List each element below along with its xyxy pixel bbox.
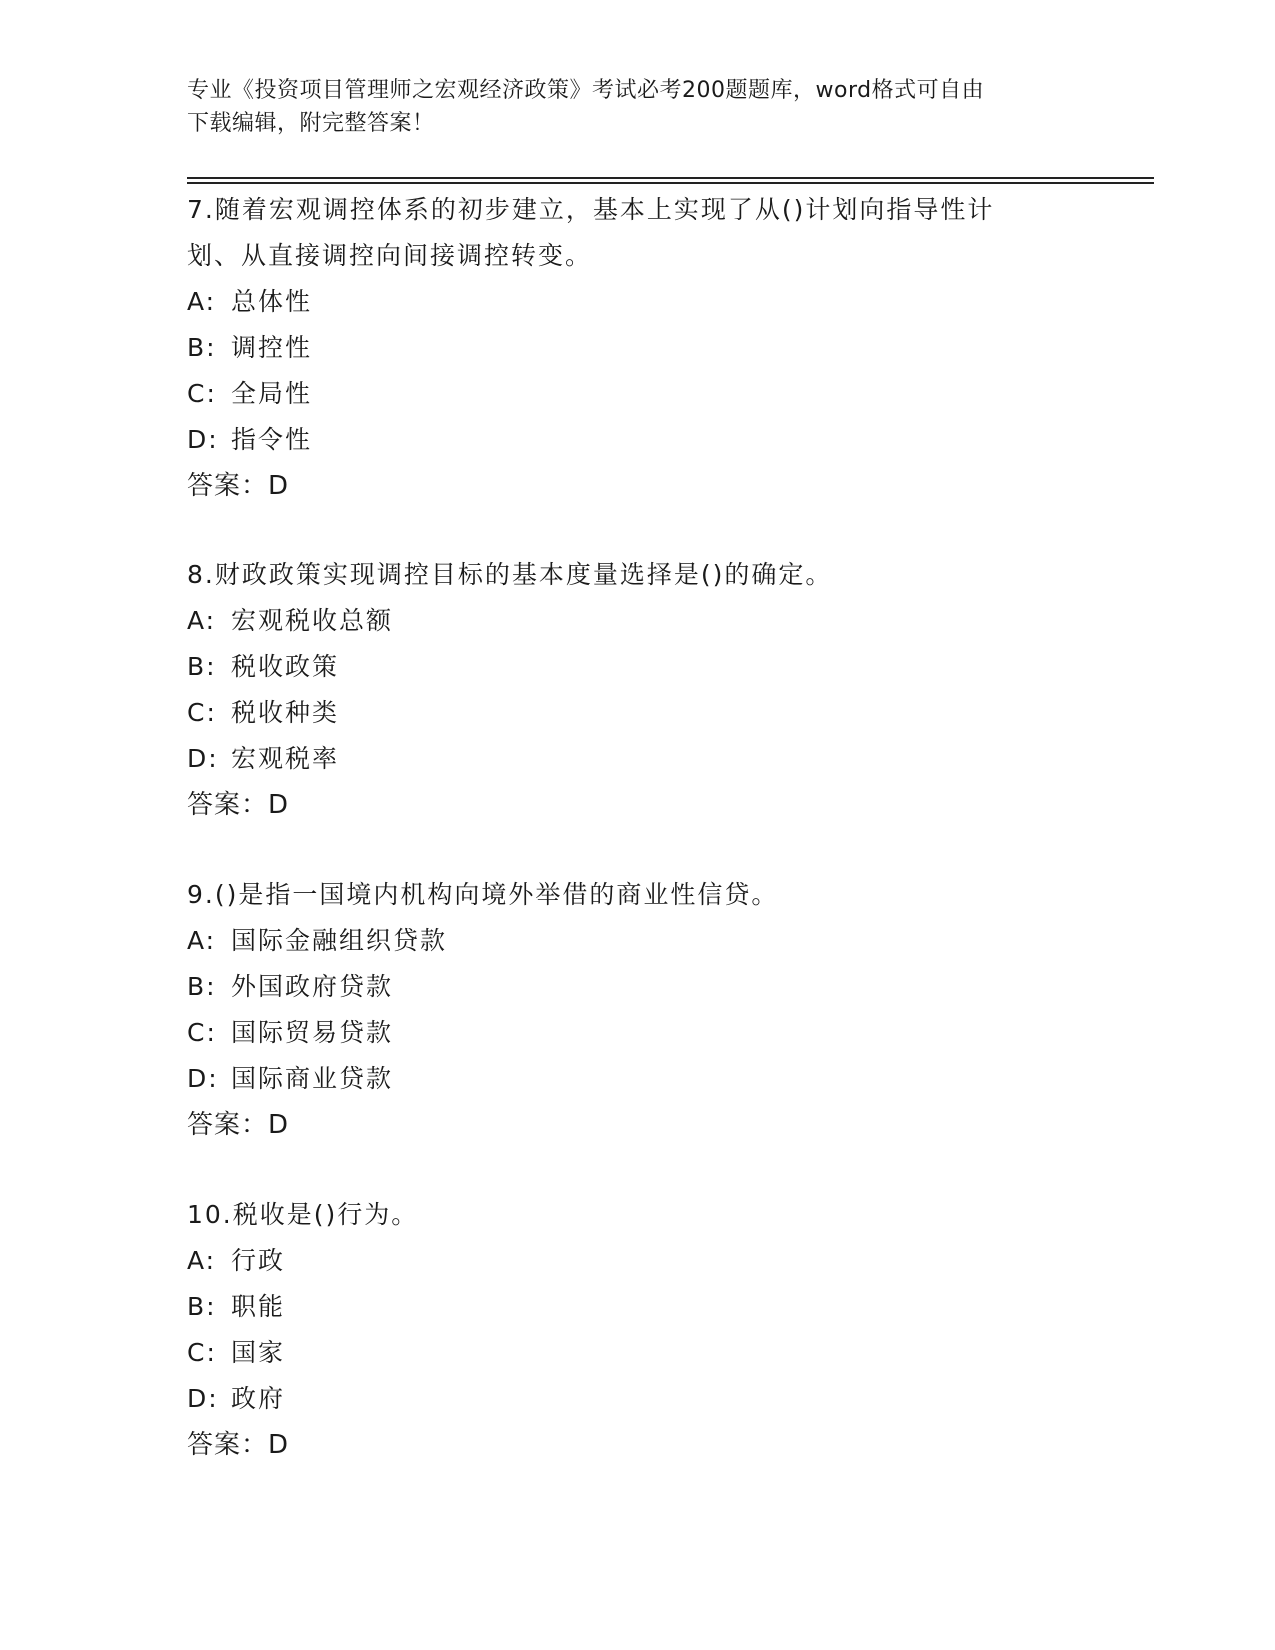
option-d bbox=[187, 417, 1087, 463]
question-8 bbox=[187, 552, 1087, 828]
question-stem bbox=[187, 552, 1057, 598]
question-stem bbox=[187, 187, 1057, 279]
option-text: 总体性 bbox=[231, 287, 313, 316]
option-d bbox=[187, 736, 1087, 782]
option-b bbox=[187, 1284, 1087, 1330]
option-c bbox=[187, 690, 1087, 736]
header-divider-bottom bbox=[187, 182, 1154, 184]
option-text: 指令性 bbox=[231, 425, 313, 454]
question-stem bbox=[187, 1192, 1057, 1238]
option-letter: B: bbox=[187, 652, 217, 681]
option-c bbox=[187, 371, 1087, 417]
answer-line: 答案：D bbox=[187, 471, 290, 501]
option-text: 职能 bbox=[231, 1292, 286, 1321]
question-stem-line: 划、从直接调控向间接调控转变。 bbox=[187, 241, 593, 270]
question-stem-line: 9.()是指一国境内机构向境外举借的商业性信贷。 bbox=[187, 880, 779, 909]
option-letter: D: bbox=[187, 1064, 219, 1093]
option-letter: B: bbox=[187, 333, 217, 362]
option-letter: C: bbox=[187, 1338, 217, 1367]
option-a bbox=[187, 918, 1087, 964]
header-divider-top bbox=[187, 177, 1154, 179]
option-a bbox=[187, 598, 1087, 644]
option-letter: C: bbox=[187, 1018, 217, 1047]
option-letter: D: bbox=[187, 744, 219, 773]
option-text: 调控性 bbox=[231, 333, 313, 362]
header-line-2: 下载编辑，附完整答案！ bbox=[187, 111, 435, 136]
option-text: 行政 bbox=[231, 1246, 286, 1275]
option-b bbox=[187, 325, 1087, 371]
option-text: 国家 bbox=[231, 1338, 286, 1367]
option-letter: C: bbox=[187, 698, 217, 727]
question-stem-line: 10.税收是()行为。 bbox=[187, 1200, 419, 1229]
question-stem-line: 7.随着宏观调控体系的初步建立，基本上实现了从()计划向指导性计 bbox=[187, 195, 995, 224]
option-b bbox=[187, 644, 1087, 690]
option-letter: A: bbox=[187, 926, 217, 955]
answer-line: 答案：D bbox=[187, 1110, 290, 1140]
option-text: 全局性 bbox=[231, 379, 313, 408]
option-text: 国际贸易贷款 bbox=[231, 1018, 394, 1047]
option-letter: A: bbox=[187, 287, 217, 316]
option-b bbox=[187, 964, 1087, 1010]
option-text: 国际商业贷款 bbox=[231, 1064, 394, 1093]
option-text: 国际金融组织贷款 bbox=[231, 926, 448, 955]
option-text: 外国政府贷款 bbox=[231, 972, 394, 1001]
question-stem bbox=[187, 872, 1057, 918]
answer-line: 答案：D bbox=[187, 790, 290, 820]
option-letter: D: bbox=[187, 425, 219, 454]
option-c bbox=[187, 1330, 1087, 1376]
header-line-1: 专业《投资项目管理师之宏观经济政策》考试必考200题题库，word格式可自由 bbox=[187, 78, 985, 103]
option-text: 税收政策 bbox=[231, 652, 340, 681]
option-a bbox=[187, 1238, 1087, 1284]
option-d bbox=[187, 1056, 1087, 1102]
option-text: 宏观税收总额 bbox=[231, 606, 394, 635]
option-text: 政府 bbox=[231, 1384, 286, 1413]
option-letter: A: bbox=[187, 606, 217, 635]
answer-line: 答案：D bbox=[187, 1430, 290, 1460]
option-text: 税收种类 bbox=[231, 698, 340, 727]
question-stem-line: 8.财政政策实现调控目标的基本度量选择是()的确定。 bbox=[187, 560, 833, 589]
option-a bbox=[187, 279, 1087, 325]
question-9 bbox=[187, 872, 1087, 1148]
option-letter: D: bbox=[187, 1384, 219, 1413]
option-d bbox=[187, 1376, 1087, 1422]
question-7 bbox=[187, 187, 1087, 509]
option-text: 宏观税率 bbox=[231, 744, 340, 773]
option-letter: A: bbox=[187, 1246, 217, 1275]
document-header bbox=[187, 74, 1067, 140]
option-letter: C: bbox=[187, 379, 217, 408]
option-c bbox=[187, 1010, 1087, 1056]
option-letter: B: bbox=[187, 972, 217, 1001]
question-10 bbox=[187, 1192, 1087, 1468]
option-letter: B: bbox=[187, 1292, 217, 1321]
